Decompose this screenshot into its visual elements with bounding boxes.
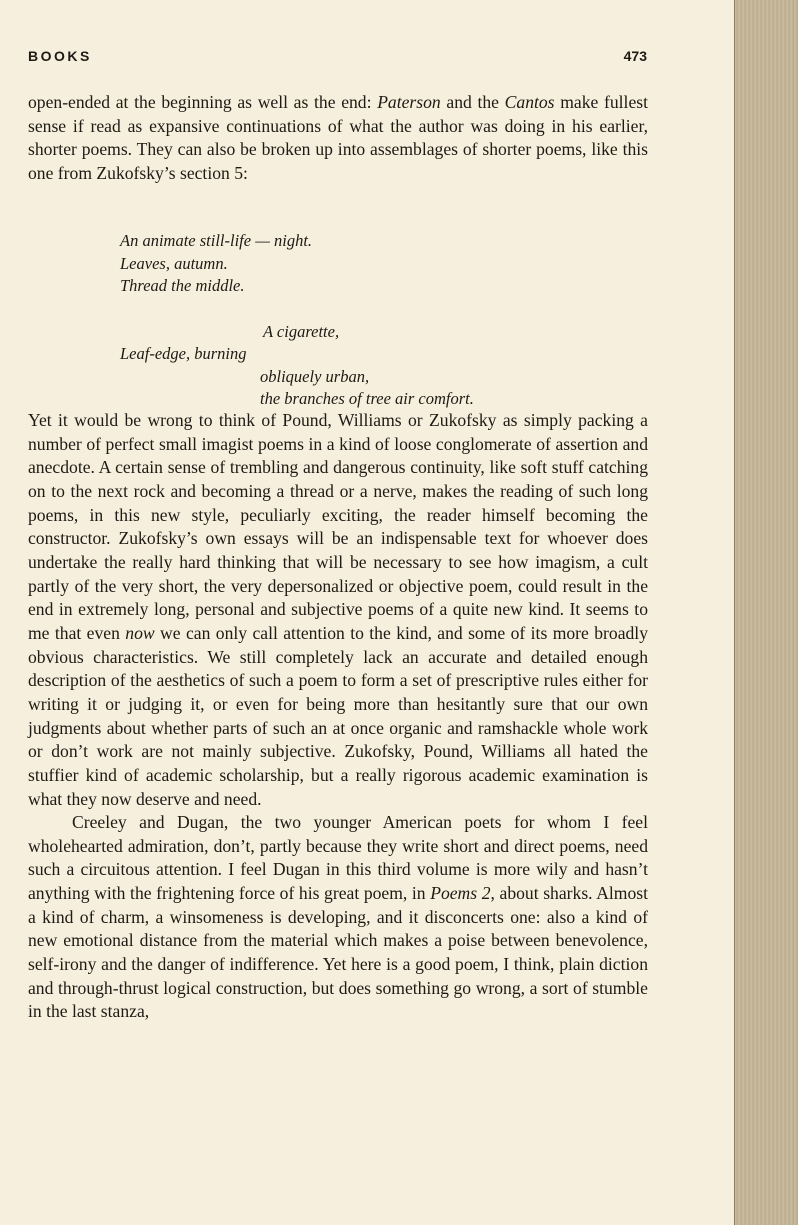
title-paterson: Paterson: [377, 92, 441, 112]
running-head: BOOKS: [28, 48, 92, 64]
paragraph-creeley-dugan: [28, 811, 648, 1024]
poem-line: An animate still-life — night.: [120, 231, 313, 250]
body-text: [28, 409, 648, 1024]
emphasis-now: now: [125, 622, 155, 643]
poem-quotation: [120, 230, 640, 411]
text-run: we can only call attention to the kind, and some of its more broadly obvious characteristics. We still completely lack an accurate and detailed enough description of the aesthetics of such a poem to form a set of prescriptive rules either for writing it or judging it, or even for being more than hesitantly sure that our own judgments about whether parts of such an at once organic and ramshackle whole work or don’t work are not mainly subjective. Zukofsky, Pound, Williams all hated the stuffier kind of academic scholarship, but a really rigorous academic examination is what they now deserve and need.: [28, 622, 648, 809]
title-cantos: Cantos: [504, 92, 555, 112]
title-poems-2: Poems 2: [430, 883, 491, 904]
poem-line: Leaves, autumn.: [120, 253, 228, 273]
paragraph-intro: [28, 91, 648, 186]
poem-line: A cigarette,: [263, 321, 340, 341]
text-run: make fullest sense if read as expansive continuations of what the author was doing in his earlier, shorter poems. They can also be broken up into assemblages of shorter poems, like this one from Zukofsky’s section 5:: [28, 92, 648, 183]
text-run: Creeley and Dugan, the two younger American poets for whom I feel wholehearted admiration, don’t, partly because they write short and direct poems, need such a circuitous attention. I feel Dugan in this third volume is more wily and hasn’t anything with the frightening force of his great poem, in: [28, 812, 648, 904]
text-run: open-ended at the beginning as well as the end:: [28, 92, 378, 112]
paragraph-pound: [28, 409, 648, 811]
poem-line: Thread the middle.: [120, 276, 245, 295]
poem-line: obliquely urban,: [260, 366, 370, 386]
text-run: Yet it would be wrong to think of Pound, Williams or Zukofsky as simply packing a number of perfect small imagist poems in a kind of loose conglomerate of assertion and anecdote. A certain sense of trembling and dangerous continuity, like soft stuff catching on to the next rock and becoming a thread or a nerve, makes the reading of such long poems, in this new style, peculiarly exciting, the reader himself becoming the constructor. Zukofsky’s own essays will be an indispensable text for whoever does undertake the really hard thinking that will be necessary to see how imagism, a cult partly of the very short, the very depersonalized or objective poem, could result in the end in extremely long, personal and subjective poems of a quite new kind. It seems to me that even: [28, 410, 648, 643]
text-run: and the: [440, 92, 505, 112]
page-number: 473: [623, 48, 647, 64]
text-run: , about sharks. Almost a kind of charm, a winsomeness is developing, and it disconcerts one: also a kind of new emotional distance from the material which makes a poise between benevolence, self-irony and the danger of indifference. Yet here is a good poem, I think, plain diction and through-thrust logical construction, but does something go wrong, a sort of stumble in the last stanza,: [28, 883, 649, 1022]
page-edge-stack: [734, 0, 798, 1225]
poem-line: Leaf-edge, burning: [120, 344, 247, 363]
poem-line: the branches of tree air comfort.: [260, 389, 474, 408]
